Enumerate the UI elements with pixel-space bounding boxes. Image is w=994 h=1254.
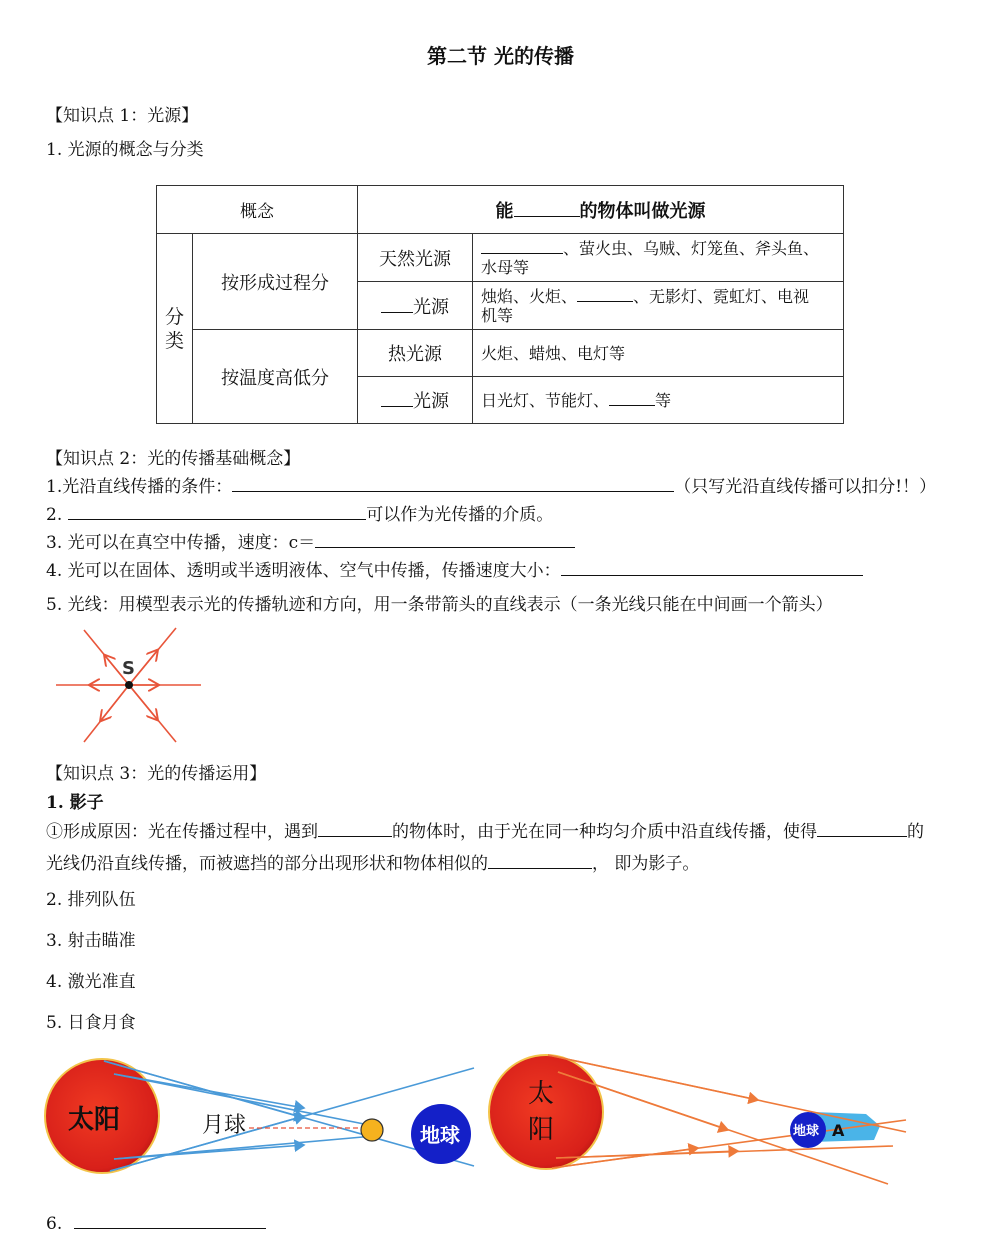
artificial-source-examples: 烛焰、火炬、 、无影灯、霓虹灯、电视 机等 bbox=[473, 282, 844, 330]
hot-source-label: 热光源 bbox=[358, 330, 473, 377]
item6-blank[interactable] bbox=[74, 1214, 266, 1229]
kp2-line4: 4. 光可以在固体、透明或半透明液体、空气中传播，传播速度大小： bbox=[46, 556, 863, 581]
kp3-item5: 5. 日食月食 bbox=[46, 1013, 136, 1033]
condition-blank[interactable] bbox=[232, 477, 674, 492]
category-label: 分 类 bbox=[157, 234, 193, 424]
shadow-blank-3[interactable] bbox=[488, 854, 592, 869]
light-source-point bbox=[125, 681, 133, 689]
by-formation-label: 按形成过程分 bbox=[193, 234, 358, 330]
concept-label: 概念 bbox=[157, 186, 358, 234]
kp2-line5: 5. 光线：用模型表示光的传播轨迹和方向，用一条带箭头的直线表示（一条光线只能在中间画一个箭头） bbox=[46, 595, 833, 615]
natural-source-examples: 、萤火虫、乌贼、灯笼鱼、斧头鱼、 水母等 bbox=[473, 234, 844, 282]
concept-blank[interactable] bbox=[514, 202, 580, 217]
cold-example-blank[interactable] bbox=[609, 391, 655, 406]
kp3-item2: 2. 排列队伍 bbox=[46, 890, 136, 910]
light-source-table bbox=[156, 185, 844, 424]
cold-blank[interactable] bbox=[381, 392, 413, 407]
kp2-line3: 3. 光可以在真空中传播，速度：c＝ bbox=[46, 528, 575, 553]
cold-source-label: 光源 bbox=[358, 377, 473, 424]
kp3-heading: 【知识点 3：光的传播运用】 bbox=[46, 764, 267, 784]
concept-definition: 能 的物体叫做光源 bbox=[358, 186, 844, 234]
hot-source-examples: 火炬、蜡烛、电灯等 bbox=[473, 330, 844, 377]
kp2-line2: 2. 可以作为光传播的介质。 bbox=[46, 505, 554, 525]
shadow-cause-line1: ①形成原因：光在传播过程中，遇到 的物体时，由于光在同一种均匀介质中沿直线传播，使得 的 bbox=[46, 822, 924, 842]
artificial-source-label: 光源 bbox=[358, 282, 473, 330]
shadow-cause-line2: 光线仍沿直线传播，而被遮挡的部分出现形状和物体相似的 ， 即为影子。 bbox=[46, 854, 700, 874]
speed-order-blank[interactable] bbox=[561, 561, 863, 576]
opaque-blank[interactable] bbox=[318, 822, 392, 837]
sun-label: 太阳 bbox=[68, 1105, 121, 1135]
speed-blank[interactable] bbox=[315, 533, 575, 548]
earth-label-2: 地球 bbox=[793, 1124, 820, 1139]
sun-label-bottom: 阳 bbox=[528, 1115, 555, 1145]
medium-blank[interactable] bbox=[68, 505, 366, 520]
natural-source-label: 天然光源 bbox=[358, 234, 473, 282]
page-title: 第二节 光的传播 bbox=[427, 44, 574, 68]
sun-circle-2 bbox=[489, 1055, 603, 1169]
cold-source-examples: 日光灯、节能灯、 等 bbox=[473, 377, 844, 424]
kp3-item1: 1. 影子 bbox=[46, 793, 104, 813]
kp2-line1: 1.光沿直线传播的条件： （只写光沿直线传播可以扣分!！） bbox=[46, 477, 937, 497]
kp3-item6: 6. bbox=[46, 1214, 266, 1234]
kp1-heading: 【知识点 1：光源】 bbox=[46, 106, 199, 126]
kp3-item4: 4. 激光准直 bbox=[46, 972, 136, 992]
moon-label: 月球 bbox=[202, 1113, 247, 1138]
solar-eclipse-figure bbox=[44, 1056, 484, 1186]
artificial-blank[interactable] bbox=[381, 298, 413, 313]
kp1-item1: 1. 光源的概念与分类 bbox=[46, 140, 204, 160]
shadow-blank-2[interactable] bbox=[817, 822, 907, 837]
light-ray-diagram bbox=[52, 626, 212, 746]
source-label: S bbox=[122, 658, 135, 679]
sun-label-top: 太 bbox=[528, 1079, 555, 1109]
by-temperature-label: 按温度高低分 bbox=[193, 330, 358, 424]
moon-circle bbox=[361, 1119, 383, 1141]
natural-blank[interactable] bbox=[481, 239, 563, 254]
earth-label: 地球 bbox=[420, 1123, 460, 1147]
kp3-item3: 3. 射击瞄准 bbox=[46, 931, 136, 951]
artificial-example-blank[interactable] bbox=[577, 287, 633, 302]
point-a-label: A bbox=[832, 1121, 845, 1140]
lunar-eclipse-figure bbox=[488, 1050, 908, 1180]
kp2-heading: 【知识点 2：光的传播基础概念】 bbox=[46, 449, 301, 469]
